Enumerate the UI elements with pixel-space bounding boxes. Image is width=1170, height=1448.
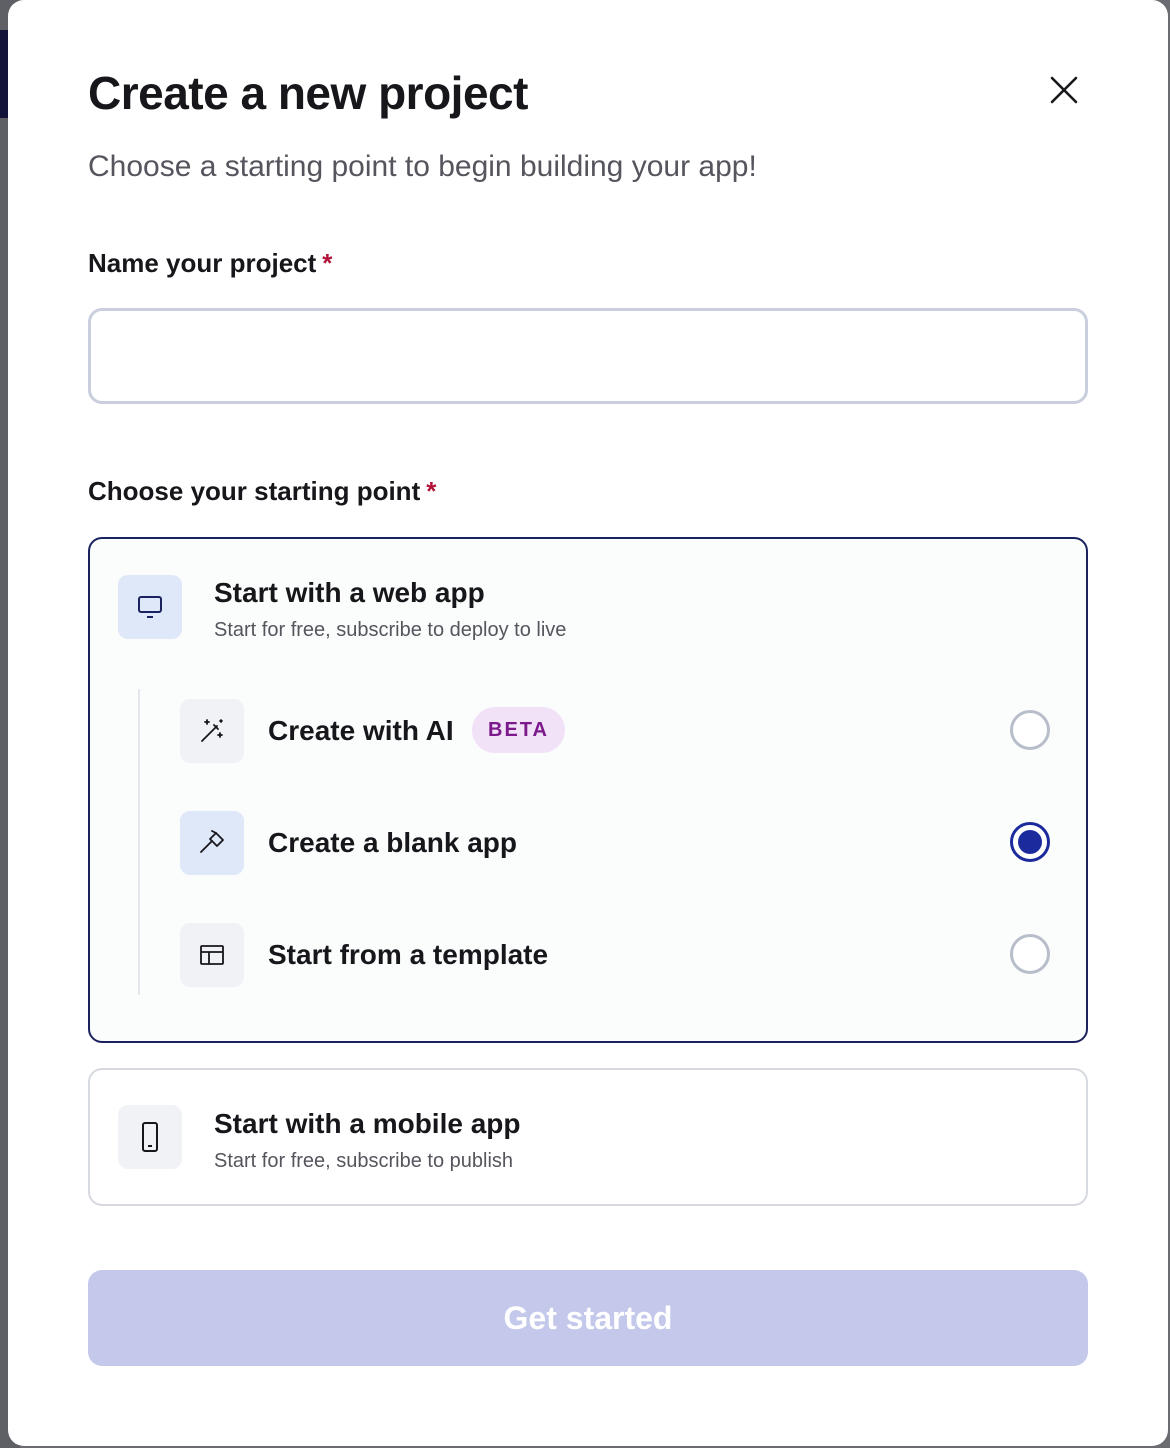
close-button[interactable] [1044, 70, 1084, 110]
web-app-card[interactable] [88, 537, 1088, 1043]
modal-subtitle: Choose a starting point to begin building your app! [88, 150, 757, 183]
beta-badge: BETA [472, 707, 565, 753]
layout-template-icon [180, 923, 244, 987]
mobile-app-title: Start with a mobile app [214, 1108, 521, 1139]
magic-wand-icon [180, 699, 244, 763]
smartphone-icon [118, 1105, 182, 1169]
close-icon [1050, 76, 1078, 104]
mobile-app-subtitle: Start for free, subscribe to publish [214, 1150, 514, 1172]
modal-title: Create a new project [88, 67, 528, 119]
project-name-input[interactable] [88, 308, 1088, 404]
option-create-with-ai[interactable] [180, 699, 1050, 765]
option-tree-line [138, 689, 140, 995]
starting-point-label [88, 476, 436, 507]
option-label: Create a blank app [268, 827, 517, 858]
hammer-icon [180, 811, 244, 875]
web-app-subtitle: Start for free, subscribe to deploy to live [214, 619, 567, 641]
option-label: Start from a template [268, 939, 549, 970]
option-start-from-template[interactable] [180, 923, 1050, 989]
mobile-app-card[interactable] [88, 1068, 1088, 1206]
option-create-blank-app[interactable] [180, 811, 1050, 877]
name-field-label-text: Name your project [88, 248, 317, 278]
starting-point-label-text: Choose your starting point [88, 476, 421, 506]
monitor-icon [118, 575, 182, 639]
required-mark: * [322, 248, 333, 278]
required-mark: * [426, 476, 437, 506]
name-field-label [88, 248, 332, 279]
radio-create-blank-app[interactable] [1010, 822, 1050, 862]
create-project-modal [8, 0, 1168, 1446]
radio-start-from-template[interactable] [1010, 934, 1050, 974]
web-app-title: Start with a web app [214, 577, 485, 608]
radio-create-with-ai[interactable] [1010, 710, 1050, 750]
option-label: Create with AI [268, 715, 454, 746]
get-started-button[interactable]: Get started [88, 1270, 1088, 1366]
